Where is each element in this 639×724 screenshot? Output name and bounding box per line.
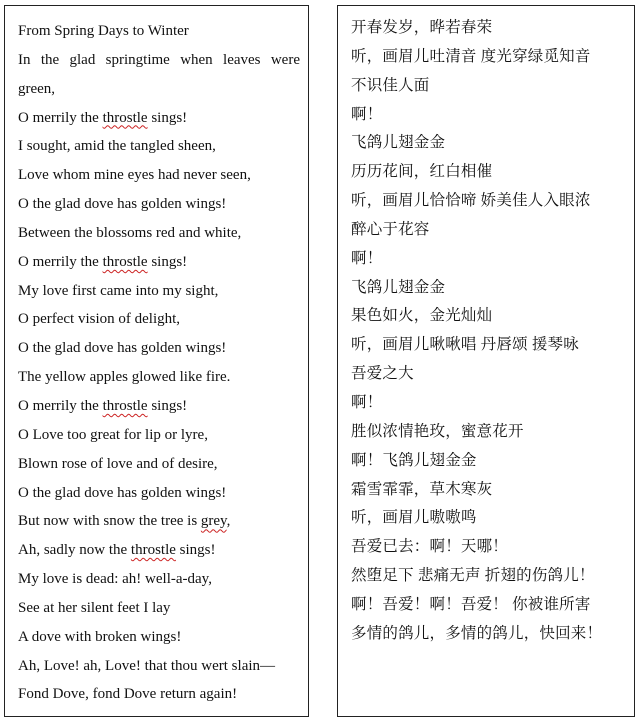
poem-line: 吾爱之大 [351, 365, 414, 383]
poem-line: O the glad dove has golden wings! [18, 196, 227, 213]
poem-line: O merrily the throstle sings! [18, 397, 188, 414]
poem-line: O Love too great for lip or lyre, [18, 426, 208, 443]
poem-line: green, [18, 80, 56, 97]
spellcheck-word: throstle [102, 109, 148, 126]
poem-line: 霜雪霏霏，草木寒灰 [351, 480, 493, 498]
poem-line: Fond Dove, fond Dove return again! [18, 686, 238, 703]
poem-line: 醉心于花容 [351, 220, 430, 238]
poem-line: I sought, amid the tangled sheen, [18, 138, 216, 155]
poem-line: My love first came into my sight, [18, 282, 219, 299]
spellcheck-word: throstle [130, 542, 176, 559]
poem-line: 啊！吾爱！啊！吾爱！ 你被谁所害 [351, 595, 591, 613]
poem-line: Love whom mine eyes had never seen, [18, 167, 251, 184]
poem-line: 听，画眉儿吐清音 度光穿绿觅知音 [351, 47, 591, 65]
poem-line: See at her silent feet I lay [18, 599, 171, 616]
poem-line: Ah, sadly now the throstle sings! [18, 542, 216, 559]
poem-line: 不识佳人面 [351, 76, 430, 94]
poem-line: But now with snow the tree is grey, [18, 513, 231, 530]
poem-line: 啊！ [351, 393, 383, 411]
english-poem-panel [4, 5, 309, 717]
poem-line: O merrily the throstle sings! [18, 109, 188, 126]
poem-line: 听，画眉儿嗷嗷鸣 [351, 509, 477, 527]
poem-line: Blown rose of love and of desire, [18, 455, 218, 472]
spellcheck-word: throstle [102, 253, 148, 270]
poem-line: Ah, Love! ah, Love! that thou wert slain— [18, 657, 276, 674]
poem-line: The yellow apples glowed like fire. [18, 369, 231, 386]
poem-line: In the glad springtime when leaves were [18, 51, 300, 68]
spellcheck-word: throstle [102, 397, 148, 414]
poem-line: 啊！飞鸽儿翅金金 [351, 451, 477, 469]
poem-line: 然堕足下 悲痛无声 折翅的伤鸽儿！ [351, 567, 595, 585]
poem-line: Between the blossoms red and white, [18, 224, 242, 241]
poem-line: 听，画眉儿恰恰啼 娇美佳人入眼浓 [351, 192, 591, 210]
poem-line: O perfect vision of delight, [18, 311, 181, 328]
poem-line: 开春发岁，晔若春荣 [351, 19, 493, 36]
chinese-poem-panel [337, 5, 635, 717]
poem-line: 啊！ [351, 105, 383, 123]
poem-line: 听，画眉儿啾啾唱 丹唇颂 援琴咏 [351, 336, 579, 354]
poem-line: 果色如火，金光灿灿 [351, 307, 493, 325]
poem-line: A dove with broken wings! [18, 628, 182, 645]
poem-line: 飞鸽儿翅金金 [351, 278, 446, 296]
poem-line: O the glad dove has golden wings! [18, 484, 227, 501]
poem-line: O merrily the throstle sings! [18, 253, 188, 270]
poem-line: 啊！ [351, 249, 383, 267]
poem-line: O the glad dove has golden wings! [18, 340, 227, 357]
poem-line: 多情的鸽儿，多情的鸽儿，快回来！ [351, 624, 603, 642]
poem-line: 飞鸽儿翅金金 [351, 134, 446, 152]
poem-line: 胜似浓情艳玫，蜜意花开 [351, 422, 524, 440]
spellcheck-word: grey [200, 513, 227, 530]
poem-line: 历历花间，红白相催 [351, 163, 493, 181]
poem-line: 吾爱已去：啊！天哪！ [351, 538, 509, 556]
poem-title: From Spring Days to Winter [18, 23, 189, 39]
poem-line: My love is dead: ah! well-a-day, [18, 571, 212, 588]
